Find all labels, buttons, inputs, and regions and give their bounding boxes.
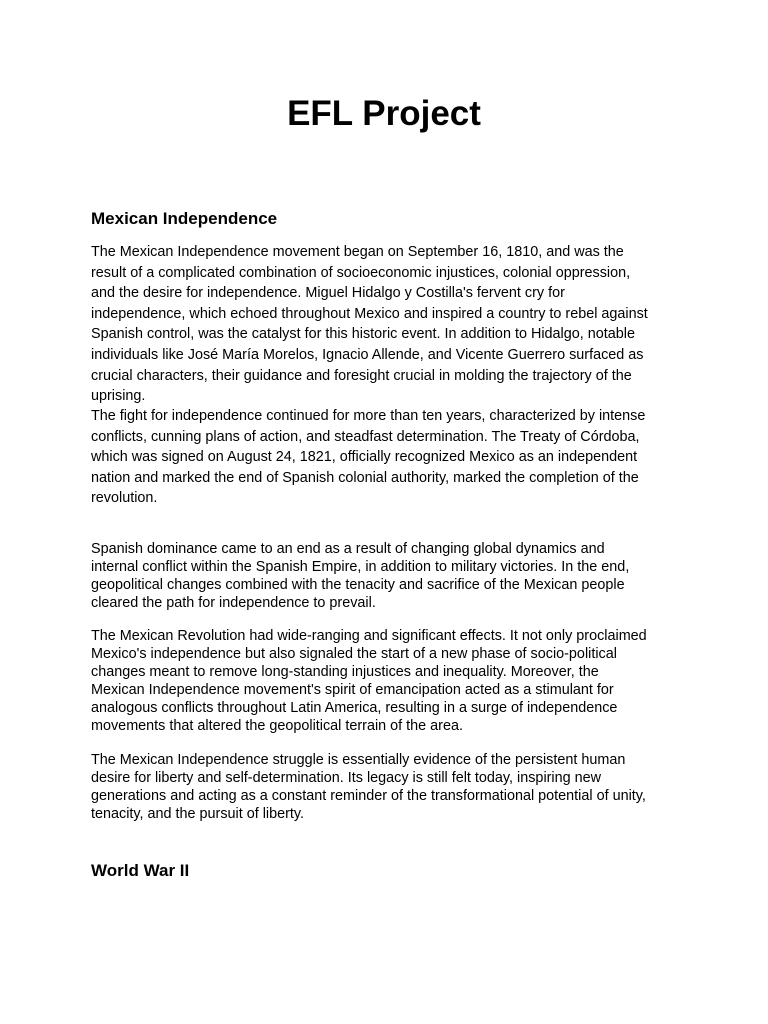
text-line: The Mexican Revolution had wide-ranging and significant effects. It not only proclaimed — [91, 628, 647, 644]
document-title: EFL Project — [287, 94, 481, 133]
text-line: result of a complicated combination of socioeconomic injustices, colonial oppression, — [91, 264, 631, 281]
text-line: cleared the path for independence to prevail. — [91, 594, 376, 611]
paragraph-revolution-effects — [91, 628, 681, 735]
text-line: and the desire for independence. Miguel Hidalgo y Costilla's fervent cry for — [91, 285, 565, 302]
paragraph-movement-origins — [91, 242, 681, 407]
section-heading-mexican-independence: Mexican Independence — [91, 209, 278, 228]
text-line: Mexican Independence movement's spirit of emancipation acted as a stimulant for — [91, 681, 614, 698]
text-line: nation and marked the end of Spanish colonial authority, marked the completion of the — [91, 469, 639, 486]
paragraph-treaty-of-cordoba — [91, 406, 681, 509]
text-line: changes meant to remove long-standing injustices and inequality. Moreover, the — [91, 663, 599, 680]
text-line: analogous conflicts throughout Latin America, resulting in a surge of independence — [91, 699, 618, 716]
section-heading-world-war-ii: World War II — [91, 861, 190, 880]
text-line: internal conflict within the Spanish Empire, in addition to military victories. In the end, — [91, 558, 630, 575]
text-line: desire for liberty and self-determination. Its legacy is still felt today, inspiring new — [91, 769, 602, 786]
text-line: Mexico's independence but also signaled the start of a new phase of socio-political — [91, 645, 617, 662]
text-line: individuals like José María Morelos, Ignacio Allende, and Vicente Guerrero surfaced as — [91, 346, 644, 363]
text-line: The Mexican Independence movement began on September 16, 1810, and was the — [91, 244, 624, 260]
text-line: which was signed on August 24, 1821, officially recognized Mexico as an independent — [91, 449, 638, 466]
text-line: The fight for independence continued for more than ten years, characterized by intense — [91, 408, 646, 424]
text-line: conflicts, cunning plans of action, and steadfast determination. The Treaty of Córdoba, — [91, 428, 640, 445]
text-line: independence, which echoed throughout Mexico and inspired a country to rebel against — [91, 305, 648, 322]
text-line: Spanish dominance came to an end as a result of changing global dynamics and — [91, 541, 605, 557]
text-line: Spanish control, was the catalyst for this historic event. In addition to Hidalgo, notable — [91, 326, 635, 343]
text-line: uprising. — [91, 388, 146, 405]
text-line: movements that altered the geopolitical terrain of the area. — [91, 717, 463, 734]
paragraph-legacy — [91, 752, 681, 824]
text-line: revolution. — [91, 490, 158, 507]
text-line: crucial characters, their guidance and foresight crucial in molding the trajectory of the — [91, 367, 632, 384]
text-line: geopolitical changes combined with the tenacity and sacrifice of the Mexican people — [91, 576, 625, 593]
text-line: The Mexican Independence struggle is essentially evidence of the persistent human — [91, 752, 626, 768]
paragraph-spanish-dominance — [91, 541, 681, 613]
text-line: tenacity, and the pursuit of liberty. — [91, 805, 305, 822]
text-line: generations and acting as a constant reminder of the transformational potential of unity, — [91, 787, 646, 804]
